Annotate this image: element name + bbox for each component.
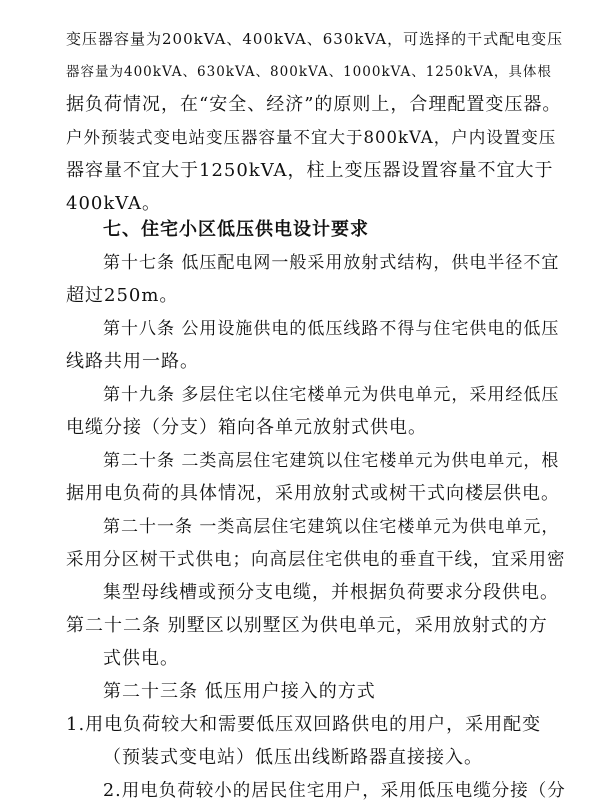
- article-19-line: 电缆分接（分支）箱向各单元放射式供电。: [66, 417, 427, 438]
- article-18-line: 线路共用一路。: [66, 351, 199, 372]
- article-19-line: 第十九条 多层住宅以住宅楼单元为供电单元，采用经低压: [103, 385, 560, 405]
- paragraph-line: 户外预装式变电站变压器容量不宜大于800kVA，户内设置变压: [66, 128, 557, 147]
- article-18-line: 第十八条 公用设施供电的低压线路不得与住宅供电的低压: [103, 319, 560, 339]
- article-21-line: 集型母线槽或预分支电缆，并根据负荷要求分段供电。: [103, 582, 559, 603]
- paragraph-line: 据负荷情况，在“安全、经济”的原则上，合理配置变压器。: [66, 94, 562, 115]
- article-23-line: 第二十三条 低压用户接入的方式: [103, 681, 376, 702]
- article-21-line: 第二十一条 一类高层住宅建筑以住宅楼单元为供电单元，: [103, 517, 560, 537]
- article-22-line: 第二十二条 别墅区以别墅区为供电单元，采用放射式的方: [66, 615, 548, 636]
- article-21-line: 采用分区树干式供电；向高层住宅供电的垂直干线，宜采用密: [66, 550, 566, 570]
- paragraph-line: 变压器容量为200kVA、400kVA、630kVA，可选择的干式配电变压: [66, 30, 564, 48]
- article-20-line: 第二十条 二类高层住宅建筑以住宅楼单元为供电单元，根: [103, 451, 560, 471]
- list-item-1-line: （预装式变电站）低压出线断路器直接接入。: [103, 747, 483, 768]
- paragraph-line: 器容量不宜大于1250kVA，柱上变压器设置容量不宜大于: [66, 160, 554, 181]
- section-heading: 七、住宅小区低压供电设计要求: [103, 219, 369, 240]
- paragraph-line: 400kVA。: [66, 193, 162, 214]
- article-20-line: 据用电负荷的具体情况，采用放射式或树干式向楼层供电。: [66, 483, 560, 504]
- list-item-1-line: 1.用电负荷较大和需要低压双回路供电的用户，采用配变: [66, 714, 542, 735]
- list-item-2-line: 2.用电负荷较小的居民住宅用户，采用低压电缆分接（分: [103, 781, 566, 801]
- article-22-line: 式供电。: [103, 648, 179, 669]
- paragraph-line: 器容量为400kVA、630kVA、800kVA、1000kVA、1250kVA，具体根: [66, 64, 552, 80]
- article-17-line: 第十七条 低压配电网一般采用放射式结构，供电半径不宜: [103, 253, 560, 273]
- article-17-line: 超过250m。: [66, 285, 179, 306]
